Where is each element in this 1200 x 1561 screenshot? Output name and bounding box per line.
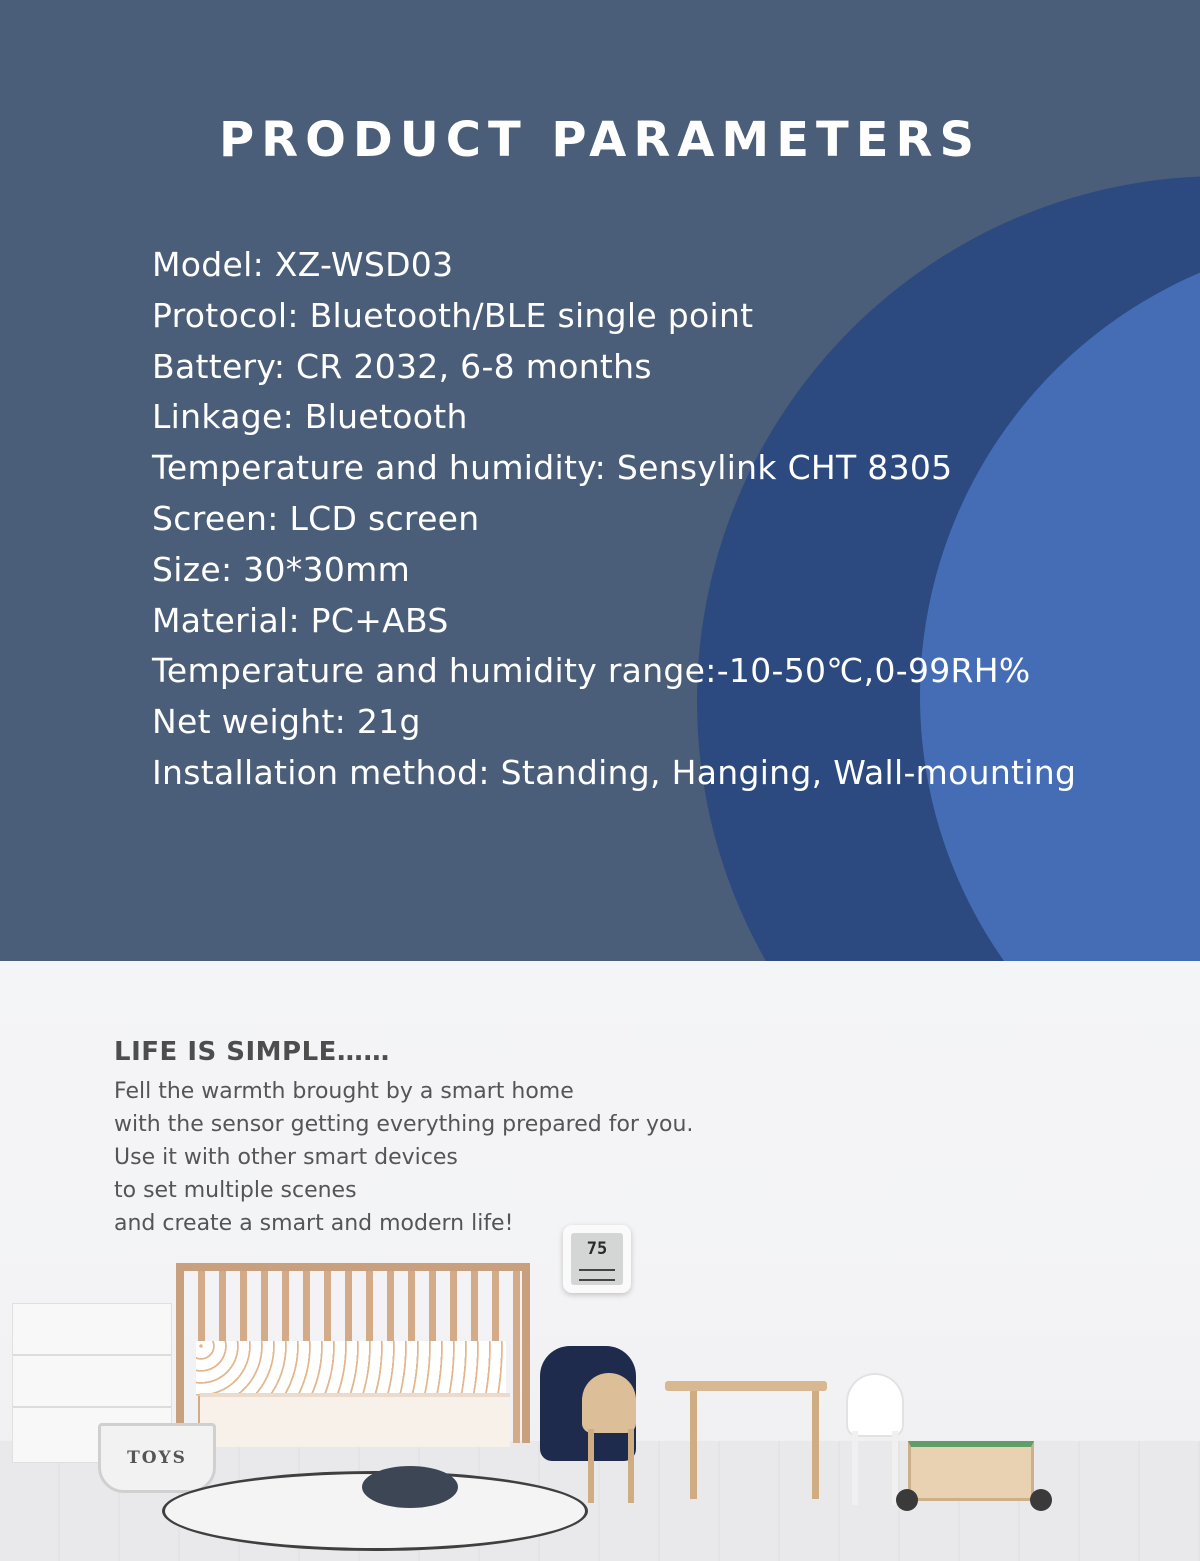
kids-table [665, 1381, 827, 1391]
chair-leg [852, 1431, 858, 1505]
lifestyle-line: and create a smart and modern life! [114, 1211, 514, 1236]
toys-basket [98, 1423, 216, 1493]
spec-size: Size: 30*30mm [152, 549, 411, 589]
lifestyle-section [0, 961, 1200, 1561]
spec-model: Model: XZ-WSD03 [152, 245, 454, 284]
spec-protocol: Protocol: Bluetooth/BLE single point [152, 295, 754, 335]
table-leg [812, 1391, 819, 1499]
page-title: PRODUCT PARAMETERS [218, 112, 982, 168]
chair-leg [588, 1429, 594, 1503]
spec-screen: Screen: LCD screen [152, 498, 480, 538]
crib-base [200, 1393, 510, 1447]
walker-wheel [1030, 1489, 1052, 1511]
wooden-chair [582, 1373, 636, 1433]
spec-battery: Battery: CR 2032, 6-8 months [152, 346, 652, 386]
lifestyle-line: to set multiple scenes [114, 1178, 357, 1203]
lifestyle-description [114, 1075, 693, 1240]
spec-sensor-chip: Temperature and humidity: Sensylink CHT 8305 [152, 448, 953, 488]
toys-basket-label: TOYS [127, 1448, 187, 1468]
crib-bedding [196, 1341, 506, 1396]
sensor-lcd-screen [571, 1233, 623, 1285]
dresser-divider [13, 1354, 171, 1356]
lifestyle-line: Use it with other smart devices [114, 1145, 458, 1170]
spec-linkage: Linkage: Bluetooth [152, 397, 468, 437]
dresser-divider [13, 1406, 171, 1408]
walker-wheel [896, 1489, 918, 1511]
white-chair [848, 1375, 902, 1435]
spec-installation: Installation method: Standing, Hanging, Wall-mounting [152, 752, 1077, 792]
spec-range: Temperature and humidity range:-10-50℃,0-99RH% [152, 651, 1031, 691]
lifestyle-title: LIFE IS SIMPLE…… [114, 1037, 390, 1067]
sensor-lcd-segments [579, 1269, 615, 1281]
chair-leg [628, 1429, 634, 1503]
spec-list [152, 240, 1076, 799]
lifestyle-line: Fell the warmth brought by a smart home [114, 1079, 574, 1104]
wooden-walker-toy [908, 1441, 1034, 1501]
table-leg [690, 1391, 697, 1499]
thermometer-sensor [563, 1225, 631, 1293]
whale-plush-toy [362, 1466, 458, 1508]
lifestyle-line: with the sensor getting everything prepared for you. [114, 1112, 694, 1137]
spec-material: Material: PC+ABS [152, 600, 449, 640]
spec-weight: Net weight: 21g [152, 702, 421, 742]
sensor-reading: 75 [586, 1239, 608, 1259]
